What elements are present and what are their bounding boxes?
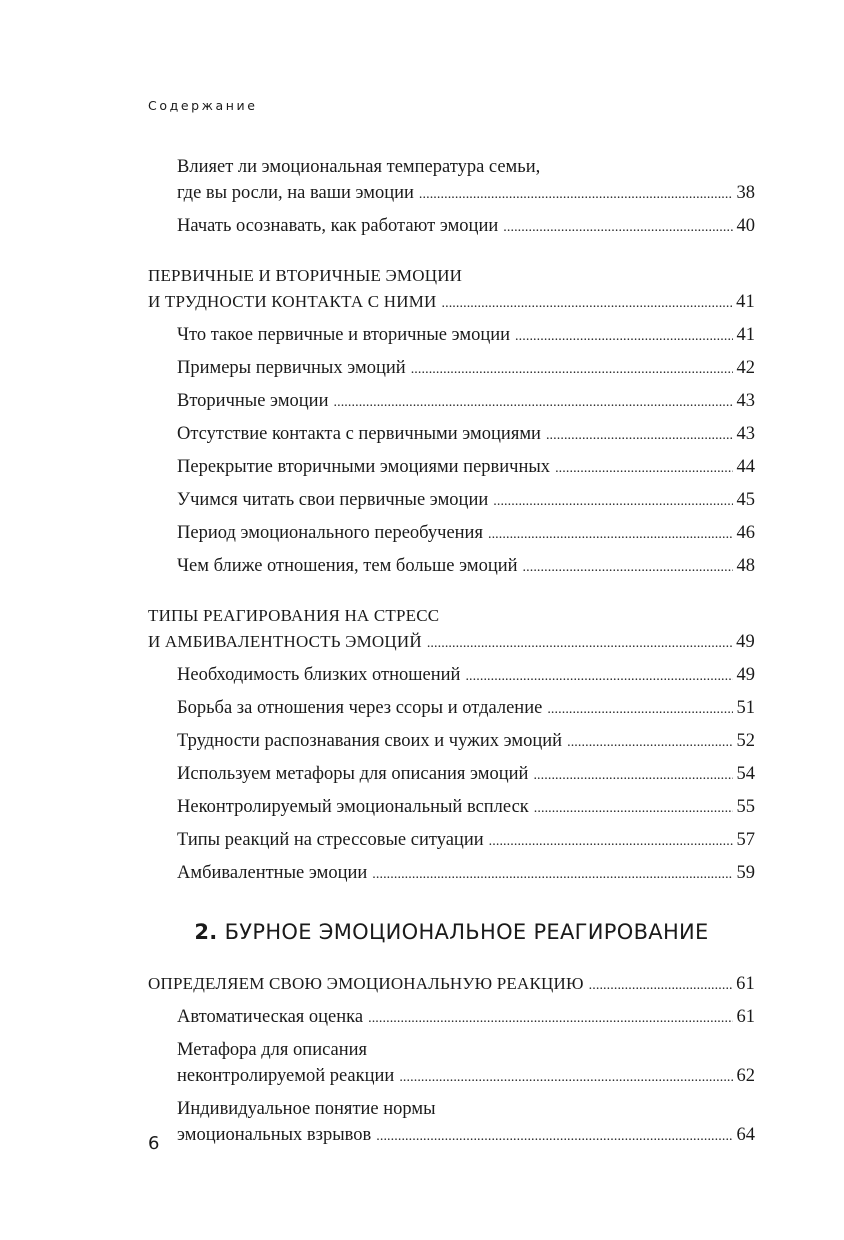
toc-entry[interactable]: [148, 421, 755, 449]
page-ref: 43: [736, 424, 755, 444]
toc-entry[interactable]: [148, 728, 755, 756]
dot-leader: [334, 390, 733, 416]
toc-entry-text: эмоциональных взрывов: [177, 1125, 372, 1145]
toc-entry[interactable]: [148, 827, 755, 855]
dot-leader: [493, 489, 732, 515]
toc-entry-text: Что такое первичные и вторичные эмоции: [177, 325, 511, 345]
page-ref: 51: [736, 698, 755, 718]
toc-entry[interactable]: [148, 695, 755, 723]
toc-entry[interactable]: [148, 520, 755, 548]
table-of-contents: [148, 154, 755, 1155]
page-ref: 61: [736, 1007, 755, 1027]
toc-section-heading[interactable]: [148, 603, 755, 657]
dot-leader: [555, 456, 732, 482]
toc-entry-text: Необходимость близких отношений: [177, 665, 461, 685]
toc-entry-text: Период эмоционального переобучения: [177, 523, 483, 543]
toc-entry-text: Индивидуальное понятие нормы: [177, 1099, 436, 1119]
dot-leader: [442, 291, 733, 317]
toc-entry[interactable]: [148, 662, 755, 690]
page-ref: 55: [736, 797, 755, 817]
dot-leader: [523, 555, 733, 581]
page-ref: 57: [736, 830, 755, 850]
toc-entry[interactable]: [148, 355, 755, 383]
dot-leader: [372, 862, 732, 888]
dot-leader: [427, 631, 732, 657]
page-ref: 43: [736, 391, 755, 411]
toc-entry-text: Влияет ли эмоциональная температура семьи,: [177, 157, 541, 177]
toc-entry-text: Трудности распознавания своих и чужих эмоций: [177, 731, 563, 751]
toc-entry-text: неконтролируемой реакции: [177, 1066, 395, 1086]
page-ref: 41: [736, 325, 755, 345]
toc-entry[interactable]: [148, 1004, 755, 1032]
page-ref: 40: [736, 216, 755, 236]
dot-leader: [589, 973, 732, 999]
toc-entry-text: Неконтролируемый эмоциональный всплеск: [177, 797, 529, 817]
toc-entry-text: Вторичные эмоции: [177, 391, 329, 411]
dot-leader: [546, 423, 733, 449]
toc-entry-text: где вы росли, на ваши эмоции: [177, 183, 414, 203]
page-ref: 54: [736, 764, 755, 784]
toc-section-heading[interactable]: [148, 263, 755, 317]
toc-entry-text: Используем метафоры для описания эмоций: [177, 764, 529, 784]
page-ref: 49: [736, 665, 755, 685]
page-ref: 61: [736, 974, 755, 994]
section-title: ОПРЕДЕЛЯЕМ СВОЮ ЭМОЦИОНАЛЬНУЮ РЕАКЦИЮ: [148, 974, 584, 993]
toc-entry-text: Амбивалентные эмоции: [177, 863, 368, 883]
toc-entry[interactable]: [148, 388, 755, 416]
toc-entry-text: Метафора для описания: [177, 1040, 368, 1060]
toc-entry-text: Борьба за отношения через ссоры и отдаление: [177, 698, 543, 718]
page-ref: 52: [736, 731, 755, 751]
toc-entry-text: Чем ближе отношения, тем больше эмоций: [177, 556, 518, 576]
dot-leader: [465, 664, 732, 690]
toc-entry-text: Типы реакций на стрессовые ситуации: [177, 830, 484, 850]
toc-entry[interactable]: [148, 794, 755, 822]
dot-leader: [533, 763, 732, 789]
toc-entry[interactable]: [148, 1037, 755, 1091]
toc-entry[interactable]: [148, 322, 755, 350]
page-ref: 44: [736, 457, 755, 477]
toc-entry[interactable]: [148, 860, 755, 888]
dot-leader: [489, 829, 733, 855]
toc-entry-text: Учимся читать свои первичные эмоции: [177, 490, 489, 510]
dot-leader: [567, 730, 732, 756]
section-title: ТИПЫ РЕАГИРОВАНИЯ НА СТРЕСС: [148, 606, 440, 625]
toc-entry-text: Отсутствие контакта с первичными эмоциями: [177, 424, 541, 444]
chapter-heading[interactable]: [148, 920, 755, 944]
dot-leader: [503, 215, 732, 241]
toc-entry-text: Начать осознавать, как работают эмоции: [177, 216, 499, 236]
chapter-number: 2.: [194, 920, 218, 944]
chapter-title: БУРНОЕ ЭМОЦИОНАЛЬНОЕ РЕАГИРОВАНИЕ: [224, 920, 709, 944]
page-ref: 45: [736, 490, 755, 510]
page-ref: 38: [736, 183, 755, 203]
dot-leader: [547, 697, 732, 723]
section-title: И ТРУДНОСТИ КОНТАКТА С НИМИ: [148, 292, 437, 311]
section-title: И АМБИВАЛЕНТНОСТЬ ЭМОЦИЙ: [148, 632, 422, 651]
dot-leader: [411, 357, 733, 383]
page-ref: 59: [736, 863, 755, 883]
toc-entry[interactable]: [148, 553, 755, 581]
page-ref: 49: [736, 632, 755, 652]
toc-section-heading[interactable]: [148, 971, 755, 999]
dot-leader: [399, 1065, 732, 1091]
dot-leader: [515, 324, 732, 350]
toc-entry-text: Автоматическая оценка: [177, 1007, 364, 1027]
page-ref: 46: [736, 523, 755, 543]
toc-entry[interactable]: [148, 213, 755, 241]
dot-leader: [488, 522, 733, 548]
page-ref: 64: [736, 1125, 755, 1145]
toc-entry-text: Перекрытие вторичными эмоциями первичных: [177, 457, 551, 477]
toc-entry[interactable]: [148, 487, 755, 515]
dot-leader: [419, 182, 733, 208]
toc-entry[interactable]: [148, 761, 755, 789]
toc-entry[interactable]: [148, 454, 755, 482]
running-head: Содержание: [148, 98, 258, 113]
page-number: 6: [148, 1133, 160, 1154]
page-ref: 62: [736, 1066, 755, 1086]
toc-entry-text: Примеры первичных эмоций: [177, 358, 406, 378]
page-ref: 48: [736, 556, 755, 576]
dot-leader: [368, 1006, 732, 1032]
dot-leader: [376, 1124, 732, 1150]
dot-leader: [534, 796, 733, 822]
page-ref: 41: [736, 292, 755, 312]
toc-entry[interactable]: [148, 1096, 755, 1150]
toc-entry[interactable]: [148, 154, 755, 208]
page-ref: 42: [736, 358, 755, 378]
section-title: ПЕРВИЧНЫЕ И ВТОРИЧНЫЕ ЭМОЦИИ: [148, 266, 463, 285]
